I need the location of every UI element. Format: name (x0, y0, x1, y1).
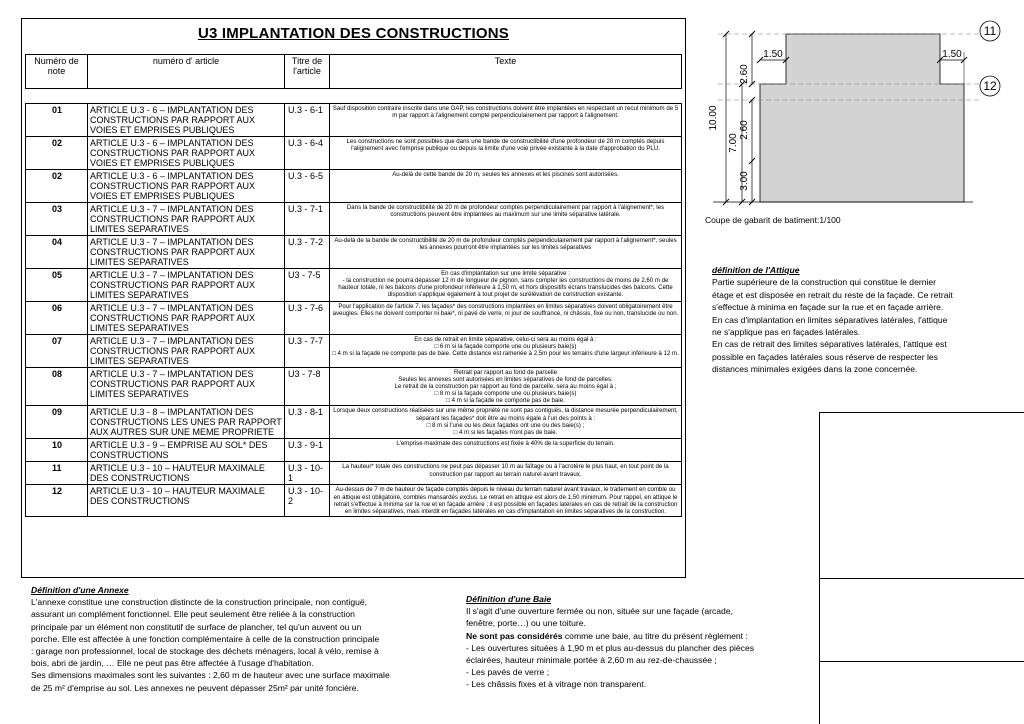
article-text-line: - la construction ne pourra dépasser 12 m de longueur de pignon, sans compter les constructions de moins de 2,60 m de hauteur totale, ni les balcons d'une profondeur inférieure à 1,50 m, et hors dispositifs écrans translucides des balcons. Cette disposition s'applique également à tout projet de surélévation de construction existante. (338, 277, 673, 299)
article-text-line: Retrait par rapport au fond de parcelle (454, 369, 557, 376)
header-article: numéro d' article (88, 55, 285, 89)
annexe-line: porche. Elle est affectée à une fonction complémentaire à celle de la construction principale (31, 633, 380, 644)
article-text-line: En cas de retrait en limite séparative, celui-ci sera au moins égal à : (414, 336, 597, 343)
title-block-divider (820, 578, 1024, 579)
baie-item: - Les châssis fixes et à vitrage non transparent. (466, 679, 647, 690)
article-text-line: □ 4 m si les façades n'ont pas de baie. (453, 428, 558, 436)
article-text (330, 485, 682, 516)
article-title: ARTICLE U.3 - 6 – IMPLANTATION DES CONSTRUCTIONS PAR RAPPORT AUX VOIES ET EMPRISES PUBLIQUES (88, 104, 285, 137)
article-text (330, 170, 682, 203)
article-text (330, 104, 682, 137)
article-title: ARTICLE U.3 - 10 – HAUTEUR MAXIMALE DES CONSTRUCTIONS (88, 462, 285, 485)
attique-line: ne s'applique pas en façades latérales. (712, 327, 861, 338)
baie-rest: comme une baie, au titre du présent règlement : (562, 630, 748, 641)
note-number: 11 (26, 462, 88, 485)
note-number: 08 (26, 368, 88, 406)
attique-line: En cas de retrait des limites séparatives latérales, l'attique est (712, 339, 947, 350)
table-row (26, 439, 682, 462)
table-row (26, 236, 682, 269)
article-ref: U.3 - 10-1 (285, 462, 330, 485)
attique-line: possible en façades latérales sous réserve de respecter les (712, 351, 938, 362)
building-section (760, 34, 964, 202)
article-text (330, 269, 682, 302)
article-ref: U.3 - 10-2 (285, 485, 330, 516)
article-text-line: □ 4 m si la façade ne comporte pas de baie. Cette distance est ramenée à 2,5m pour les terrains d'une largeur inférieure à 12 m. (332, 350, 679, 358)
article-text (330, 302, 682, 335)
article-text-line: □ 4 m si la façade ne comporte pas de baie. (446, 397, 565, 405)
articles-table (25, 54, 682, 517)
article-text-line: Les constructions ne sont possibles que dans une bande de constructibilité d'une profondeur de 20 m comptés depuis l'alignement avec l'emprise publique ou depuis la limite d'une voie privée existante à la date d'approbation du PLU. (346, 138, 665, 153)
article-text-line: Au-dessus de 7 m de hauteur de façade comptés depuis le niveau du terrain naturel avant travaux, le traitement en comble ou en attique est obligatoire, combles mansardés exclus. Le retrait en attique est alors de 1,50 minimum. Pour rappel, en attique le retrait s'effectue à minima sur la rue et en façade arrière ; il est possible en façades latérales en cas de retrait de la construction en limites séparatives, mais interdit en façades latérales en cas d'implantation en limites séparatives de la construction. (333, 486, 678, 515)
table-row (26, 302, 682, 335)
table-row (26, 104, 682, 137)
label-total: 10.00 (708, 105, 719, 131)
note-number: 09 (26, 406, 88, 439)
article-text-line: Le retrait de la construction par rapport au fond de parcelle, sera au moins égal à ; (394, 383, 617, 391)
label-low: 3.00 (739, 171, 750, 191)
table-row (26, 462, 682, 485)
label-attique: 2.60 (739, 64, 750, 84)
note-number: 05 (26, 269, 88, 302)
attique-line: distances minimales exigées dans la zone concernée. (712, 364, 918, 375)
baie-item: - Les pavés de verre ; (466, 667, 550, 678)
attique-definition (712, 264, 1012, 376)
article-title: ARTICLE U.3 - 6 – IMPLANTATION DES CONSTRUCTIONS PAR RAPPORT AUX VOIES ET EMPRISES PUBLIQUES (88, 170, 285, 203)
baie-line (466, 630, 801, 642)
article-title: ARTICLE U.3 - 10 – HAUTEUR MAXIMALE DES CONSTRUCTIONS (88, 485, 285, 516)
article-ref: U.3 - 7-1 (285, 203, 330, 236)
baie-line: fenêtre, porte…) ou une toiture. (466, 618, 586, 629)
article-text-line: L'emprise maximale des constructions est fixée à 40% de la superficie du terrain. (396, 440, 615, 448)
article-text (330, 335, 682, 368)
article-text-line: □ 8 m si la façade comporte une ou plusieurs baie(s) (434, 390, 577, 398)
header-num: Numéro de note (26, 55, 88, 89)
attique-line: Partie supérieure de la construction qui constitue le dernier (712, 277, 937, 288)
article-title: ARTICLE U.3 - 9 – EMPRISE AU SOL* DES CONSTRUCTIONS (88, 439, 285, 462)
baie-bold: Ne sont pas considérés (466, 630, 563, 641)
attique-heading: définition de l'Attique (712, 265, 800, 275)
article-ref: U.3 - 6-5 (285, 170, 330, 203)
article-text-line: Lorsque deux constructions réalisées sur une même propriété ne sont pas contiguës, la distance mesurée perpendiculairement, séparant les façades* doit être au moins égale à l'un des points à : (333, 407, 678, 422)
table-row (26, 203, 682, 236)
label-setback-right: 1.50 (942, 49, 962, 60)
table-body (26, 89, 682, 517)
article-text-line: Sauf disposition contraire inscrite dans une OAP, les constructions doivent être implantées en respectant un recul minimum de 5 m par rapport à l'alignement compté perpendiculairement par rapport à l'alignement. (332, 105, 679, 120)
article-ref: U.3 - 6-4 (285, 137, 330, 170)
article-title: ARTICLE U.3 - 8 – IMPLANTATION DES CONSTRUCTIONS LES UNES PAR RAPPORT AUX AUTRES SUR UNE MEME PROPRIETE (88, 406, 285, 439)
article-ref: U3 - 7-5 (285, 269, 330, 302)
article-text (330, 462, 682, 485)
note-number: 02 (26, 137, 88, 170)
annexe-line: principale par un élément non constitutif de surface de plancher, tel qu'un auvent ou un (31, 621, 362, 632)
article-text-line: Pour l'application de l'article 7, les façades* des constructions implantées en limites séparatives doivent obligatoirement être aveugles. Elles ne doivent comporter ni baie*, ni pavé de verre, ni jour de souffrance, ni châssis, fixe ou non, translucide ou non. (332, 303, 679, 318)
label-setback-left: 1.50 (763, 49, 783, 60)
attique-line: En cas d'implantation en limites séparatives latérales, l'attique (712, 314, 948, 325)
annexe-heading: Définition d'une Annexe (31, 585, 129, 595)
table-row (26, 170, 682, 203)
baie-item: - Les ouvertures situées à 1,90 m et plus au-dessus du plancher des pièces (466, 642, 755, 653)
article-text-line: Seules les annexes sont autorisées en limites séparatives de fond de parcelles. (398, 376, 613, 384)
note-number: 07 (26, 335, 88, 368)
table-row (26, 368, 682, 406)
building-gauge-diagram (698, 14, 1018, 214)
article-text (330, 439, 682, 462)
annexe-line: Ses dimensions maximales sont les suivantes : 2,60 m de hauteur avec une surface maximale (31, 670, 390, 681)
article-ref: U.3 - 7-7 (285, 335, 330, 368)
baie-items (466, 642, 801, 691)
header-texte: Texte (330, 55, 682, 89)
badge-12-label: 12 (983, 79, 997, 93)
baie-definition (466, 593, 801, 691)
article-text (330, 368, 682, 406)
article-title: ARTICLE U.3 - 7 – IMPLANTATION DES CONSTRUCTIONS PAR RAPPORT AUX LIMITES SEPARATIVES (88, 269, 285, 302)
note-number: 10 (26, 439, 88, 462)
article-title: ARTICLE U.3 - 7 – IMPLANTATION DES CONSTRUCTIONS PAR RAPPORT AUX LIMITES SEPARATIVES (88, 368, 285, 406)
article-text (330, 236, 682, 269)
article-ref: U3 - 7-8 (285, 368, 330, 406)
annexe-line: bois, abri de jardin, … Elle ne peut pas être affectée à l'usage d'habitation. (31, 658, 314, 669)
article-text (330, 203, 682, 236)
annexe-line: : garage non professionnel, local de stockage des déchets ménagers, local à vélo, remise à (31, 646, 379, 657)
article-ref: U.3 - 7-2 (285, 236, 330, 269)
annexe-line: L'annexe constitue une construction distincte de la construction principale, non contiguë, (31, 597, 368, 608)
attique-line: s'effectue à minima en façade sur la rue et en façade arrière. (712, 302, 944, 313)
article-ref: U.3 - 6-1 (285, 104, 330, 137)
article-title: ARTICLE U.3 - 7 – IMPLANTATION DES CONSTRUCTIONS PAR RAPPORT AUX LIMITES SEPARATIVES (88, 335, 285, 368)
article-text-line: Au-delà de cette bande de 20 m, seules les annexes et les piscines sont autorisées. (392, 171, 619, 178)
article-text-line: □ 6 m si la façade comporte une ou plusieurs baie(s) (434, 343, 577, 351)
article-ref: U.3 - 8-1 (285, 406, 330, 439)
header-titre: Titre de l'article (285, 55, 330, 89)
table-row (26, 335, 682, 368)
article-ref: U.3 - 7-6 (285, 302, 330, 335)
title-block (819, 412, 1024, 724)
article-text (330, 137, 682, 170)
table-row (26, 137, 682, 170)
label-upper: 7.00 (728, 133, 739, 153)
article-title: ARTICLE U.3 - 7 – IMPLANTATION DES CONSTRUCTIONS PAR RAPPORT AUX LIMITES SEPARATIVES (88, 236, 285, 269)
note-number: 12 (26, 485, 88, 516)
annexe-text (31, 596, 449, 694)
note-number: 03 (26, 203, 88, 236)
article-text-line: □ 8 m si l'une ou les deux façades ont une ou des baie(s) ; (426, 421, 585, 429)
note-number: 01 (26, 104, 88, 137)
baie-item: éclairées, hauteur minimale portée à 2,60 m au rez-de-chaussée ; (466, 655, 717, 666)
baie-line: Il s'agit d'une ouverture fermée ou non, située sur une façade (arcade, (466, 606, 733, 617)
article-text-line: La hauteur* totale des constructions ne peut pas dépasser 10 m au faîtage ou à l'acrotère le plus haut, en tout point de la construction par rapport au terrain naturel avant travaux. (342, 463, 669, 478)
note-number: 02 (26, 170, 88, 203)
annexe-line: assurant un complément fonctionnel. Elle peut seulement être reliée à la construction (31, 609, 355, 620)
annexe-line: de 25 m² d'emprise au sol. Les annexes ne peuvent dépasser 25m² par unité foncière. (31, 682, 359, 693)
article-text-line: Au-delà de la bande de constructibilité de 20 m de profondeur comptés perpendiculairement par rapport à l'alignement*, seules les annexes pourront être implantées sur les limites séparatives (334, 237, 677, 252)
badge-11-label: 11 (983, 24, 997, 38)
attique-text (712, 276, 1012, 375)
diagram-caption: Coupe de gabarit de batiment:1/100 (705, 215, 841, 225)
article-text-line: Dans la bande de constructibilité de 20 m de profondeur comptés perpendiculairement par rapport à l'alignement*, les constructions peuvent être implantées au maximum sur une limite séparative latérale. (346, 204, 665, 219)
attique-line: étage et est disposée en retrait du reste de la façade. Ce retrait (712, 289, 953, 300)
label-mid: 2.60 (739, 120, 750, 140)
note-number: 06 (26, 302, 88, 335)
note-number: 04 (26, 236, 88, 269)
baie-heading: Définition d'une Baie (466, 594, 552, 604)
article-title: ARTICLE U.3 - 7 – IMPLANTATION DES CONSTRUCTIONS PAR RAPPORT AUX LIMITES SEPARATIVES (88, 203, 285, 236)
table-row (26, 406, 682, 439)
article-title: ARTICLE U.3 - 6 – IMPLANTATION DES CONSTRUCTIONS PAR RAPPORT AUX VOIES ET EMPRISES PUBLIQUES (88, 137, 285, 170)
title-block-divider (820, 661, 1024, 662)
table-row (26, 485, 682, 516)
regulation-frame (21, 18, 686, 578)
article-text (330, 406, 682, 439)
article-text-line: En cas d'implantation sur une limite séparative : (441, 270, 570, 277)
spacer-row (26, 89, 682, 104)
table-row (26, 269, 682, 302)
annexe-definition (31, 584, 449, 694)
page-title: U3 IMPLANTATION DES CONSTRUCTIONS (197, 25, 510, 42)
article-title: ARTICLE U.3 - 7 – IMPLANTATION DES CONSTRUCTIONS PAR RAPPORT AUX LIMITES SEPARATIVES (88, 302, 285, 335)
article-ref: U.3 - 9-1 (285, 439, 330, 462)
